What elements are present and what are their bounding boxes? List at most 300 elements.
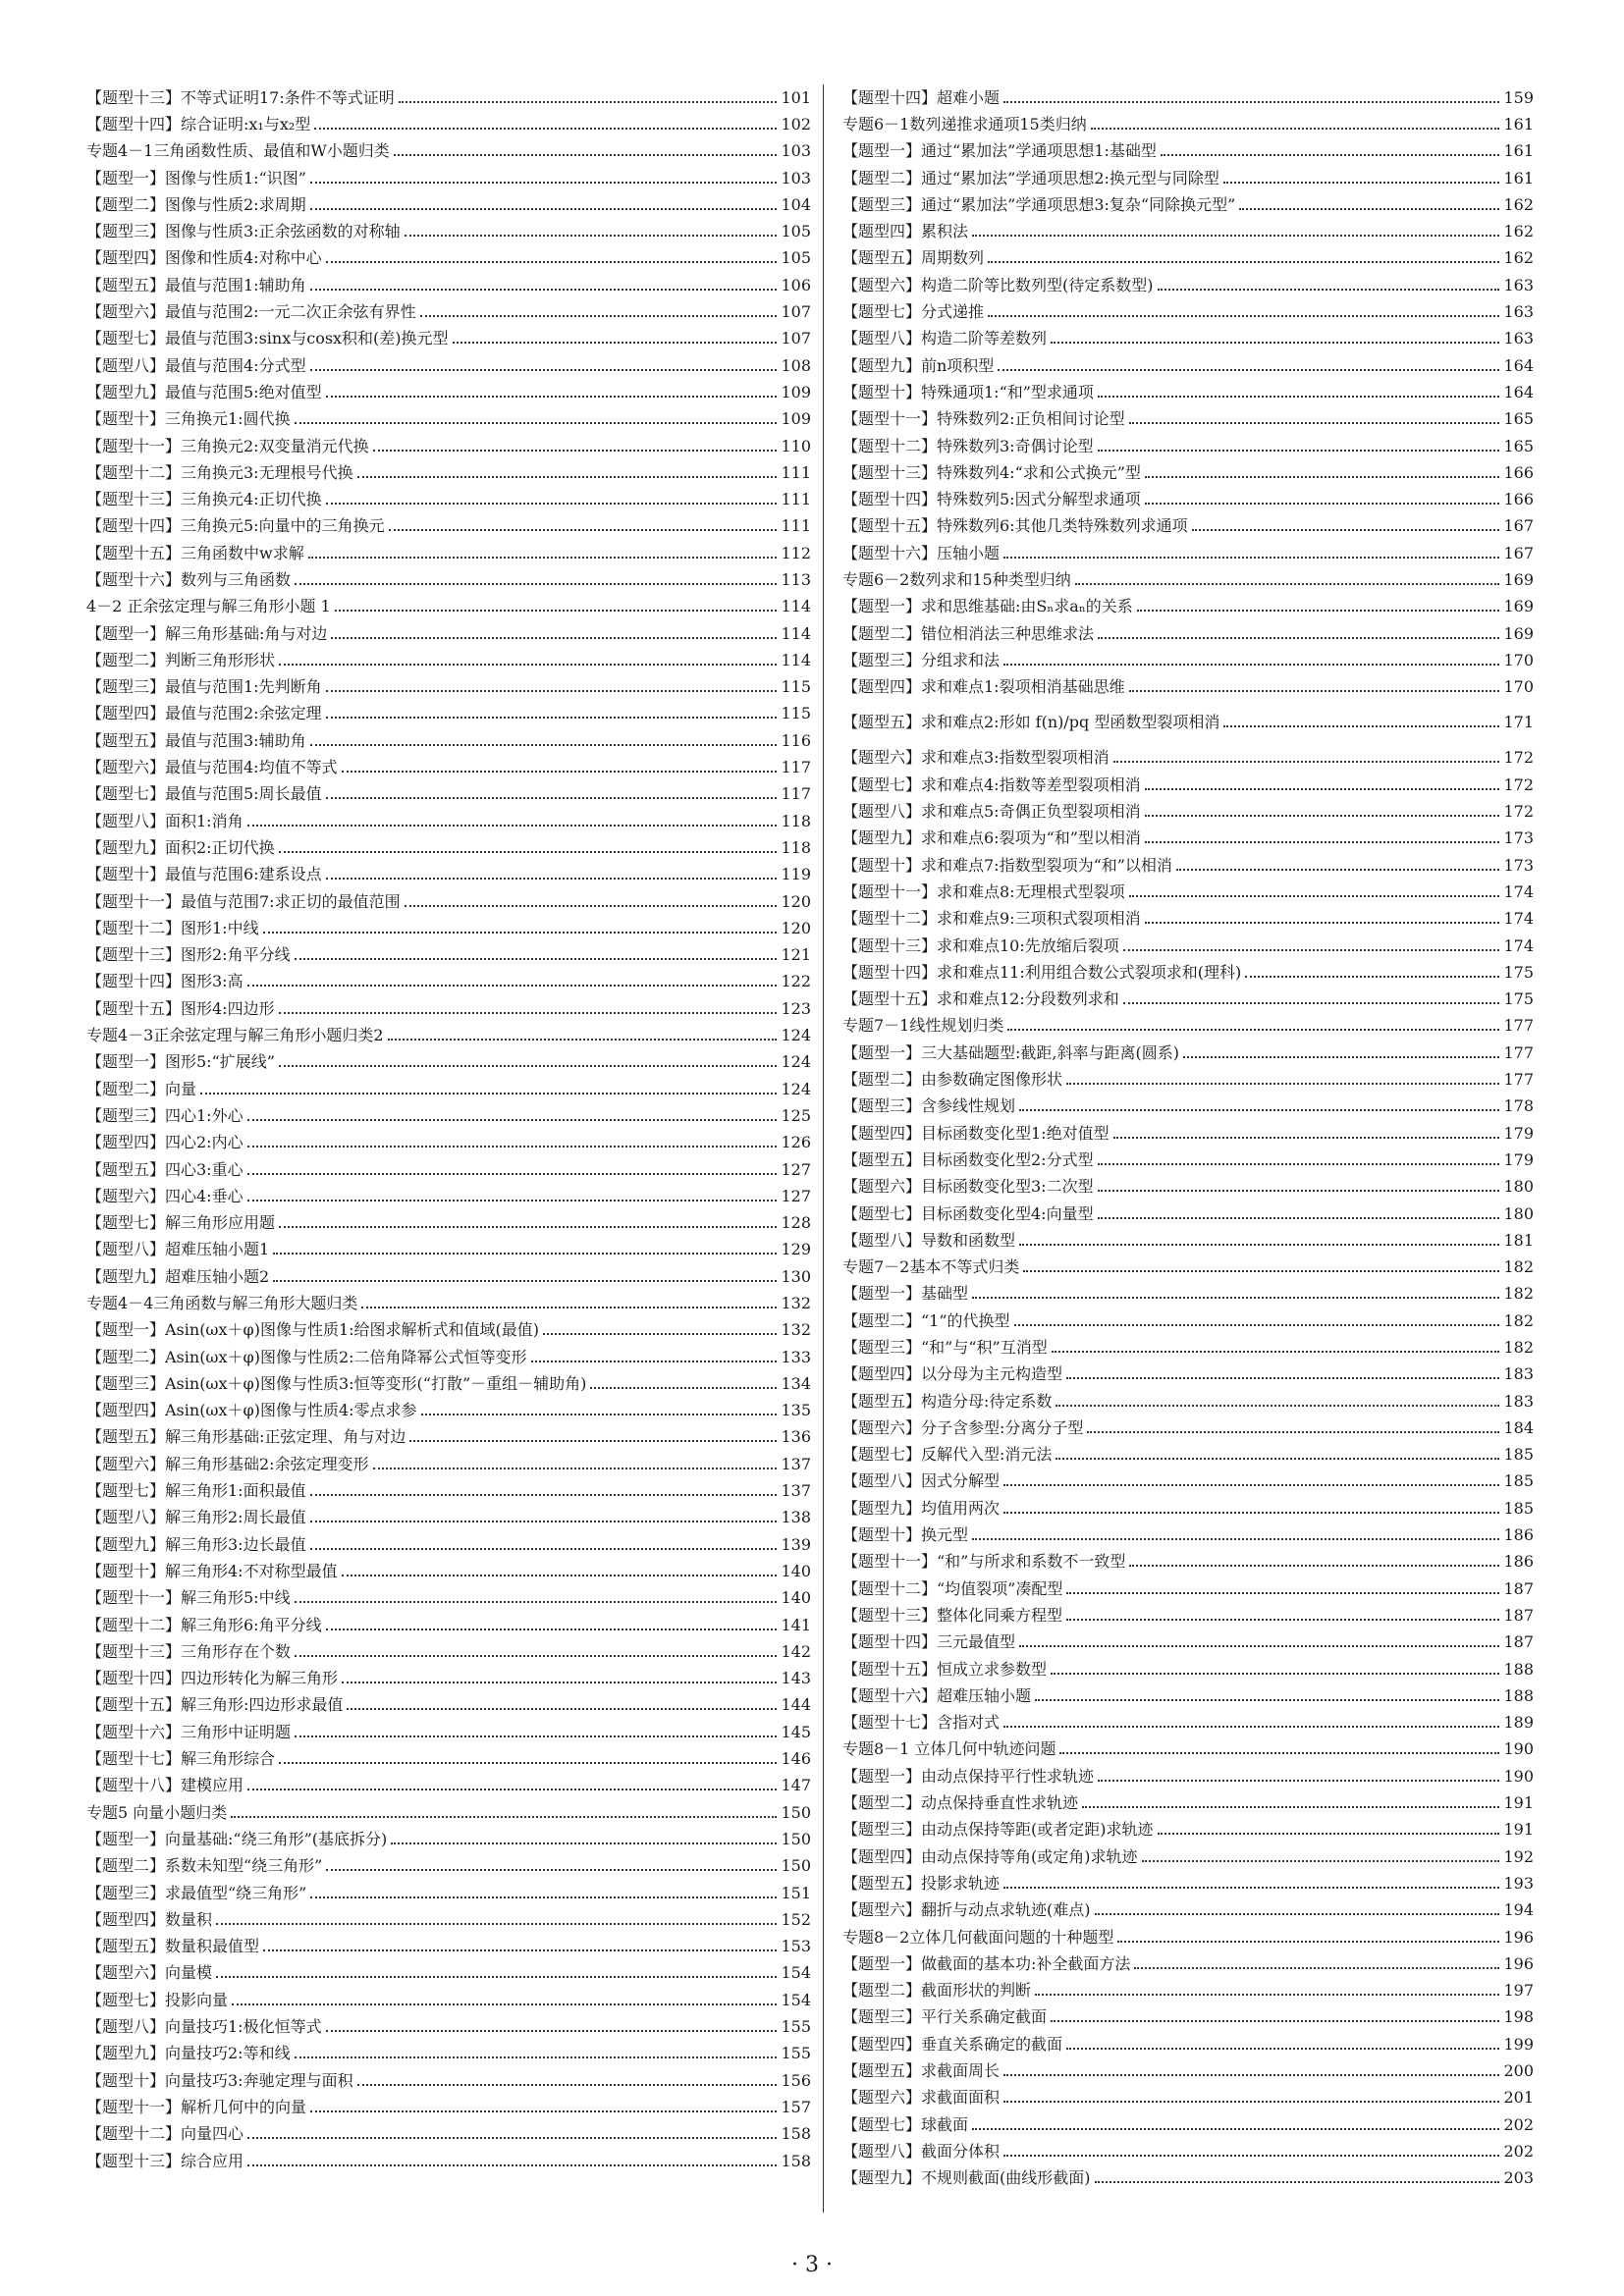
toc-entry[interactable] [842,1549,1534,1575]
toc-entry[interactable] [842,1977,1534,2003]
toc-entry-page: 163 [1503,302,1534,322]
toc-entry-title: 【题型一】求和思维基础:由Sₙ求aₙ的关系 [842,597,1133,616]
toc-entry[interactable] [86,969,811,995]
toc-entry[interactable] [86,594,811,620]
toc-entry[interactable] [842,745,1534,772]
dot-leader [335,610,778,612]
dot-leader [453,342,778,344]
toc-entry[interactable] [842,594,1534,620]
toc-entry-title: 【题型五】四心3:重心 [86,1159,244,1179]
dot-leader [279,1065,778,1067]
toc-entry[interactable] [86,1398,811,1424]
toc-entry-title: 【题型九】最值与范围5:绝对值型 [86,382,322,401]
dot-leader [1023,1270,1499,1272]
toc-entry-title: 【题型三】图像与性质3:正余弦函数的对称轴 [86,222,401,241]
toc-entry-title: 【题型一】基础型 [842,1284,969,1304]
toc-entry[interactable] [86,1505,811,1531]
toc-entry[interactable] [86,298,811,325]
toc-entry[interactable] [86,862,811,888]
toc-entry-title: 专题6－1数列递推求通项15类归纳 [842,114,1087,133]
toc-entry[interactable] [842,513,1534,540]
toc-entry[interactable] [842,1897,1534,1924]
toc-entry[interactable] [86,1076,811,1102]
toc-entry-title: 【题型三】含参线性规划 [842,1096,1016,1116]
dot-leader [1145,476,1500,478]
toc-entry-title: 【题型五】周期数列 [842,248,985,268]
dot-leader [326,717,778,719]
toc-entry-page: 121 [781,945,811,965]
toc-entry-page: 164 [1503,355,1534,375]
dot-leader [326,2030,778,2032]
toc-entry[interactable] [842,1924,1534,1950]
toc-entry[interactable] [842,1789,1534,1816]
dot-leader [988,315,1499,317]
toc-entry-title: 【题型六】构造二阶等比数列型(待定系数型) [842,275,1154,294]
toc-entry[interactable] [86,2013,811,2040]
toc-entry[interactable] [86,1317,811,1344]
toc-entry-page: 141 [781,1615,811,1634]
toc-entry[interactable] [86,272,811,298]
toc-entry[interactable] [842,1201,1534,1227]
toc-entry[interactable] [842,1174,1534,1201]
dot-leader [1019,1109,1499,1111]
dot-leader [1137,610,1500,612]
toc-entry-page: 124 [781,1079,811,1098]
toc-entry[interactable] [842,1817,1534,1843]
toc-entry[interactable] [86,915,811,941]
toc-entry-page: 191 [1503,1820,1534,1840]
toc-entry-title: 【题型七】投影向量 [86,1990,229,2009]
toc-entry-title: 【题型七】解三角形1:面积最值 [86,1481,306,1501]
toc-entry[interactable] [842,433,1534,459]
toc-entry[interactable] [86,1719,811,1745]
toc-entry[interactable] [86,1531,811,1558]
toc-entry[interactable] [86,1799,811,1826]
toc-entry-title: 【题型十】换元型 [842,1525,969,1545]
toc-entry[interactable] [86,1049,811,1076]
toc-entry-page: 194 [1503,1900,1534,1920]
dot-leader [1095,2181,1500,2183]
toc-entry-title: 【题型七】分式递推 [842,302,985,322]
toc-entry-title: 【题型五】最值与范围3:辅助角 [86,730,306,750]
toc-entry[interactable] [86,2094,811,2120]
toc-entry[interactable] [86,1987,811,2013]
dot-leader [1082,1806,1499,1808]
toc-entry[interactable] [842,1656,1534,1682]
toc-entry[interactable] [842,701,1534,745]
toc-entry[interactable] [86,808,811,834]
toc-entry[interactable] [842,1950,1534,1977]
toc-entry-page: 177 [1503,1070,1534,1090]
toc-entry[interactable] [842,1522,1534,1548]
toc-entry[interactable] [842,2111,1534,2138]
toc-entry-title: 【题型二】动点保持垂直性求轨迹 [842,1793,1079,1813]
toc-entry-page: 183 [1503,1391,1534,1411]
toc-entry[interactable] [842,1147,1534,1173]
toc-entry[interactable] [842,1442,1534,1468]
toc-entry[interactable] [842,1227,1534,1254]
dot-leader [347,1708,777,1710]
toc-entry[interactable] [86,1451,811,1477]
toc-entry[interactable] [842,566,1534,593]
dot-leader [326,878,778,880]
toc-entry-title: 【题型三】通过“累加法”学通项思想3:复杂“同除换元型” [842,194,1236,214]
dot-leader [342,771,778,773]
toc-entry-title: 【题型八】超难压轴小题1 [86,1240,270,1259]
toc-entry[interactable] [86,84,811,111]
toc-entry[interactable] [842,2031,1534,2057]
toc-entry[interactable] [842,84,1534,111]
toc-entry-page: 158 [781,2124,811,2144]
dot-leader [326,396,778,398]
toc-entry[interactable] [842,1334,1534,1361]
toc-entry-page: 156 [781,2070,811,2090]
dot-leader [1145,815,1500,817]
toc-entry-page: 128 [781,1213,811,1233]
toc-entry[interactable] [842,326,1534,352]
toc-entry-page: 118 [781,811,811,830]
toc-entry[interactable] [842,486,1534,512]
toc-entry[interactable] [842,906,1534,933]
dot-leader [1066,1619,1499,1621]
toc-entry[interactable] [86,1585,811,1612]
toc-entry[interactable] [842,826,1534,852]
toc-entry[interactable] [86,1612,811,1638]
dot-leader [326,503,778,505]
toc-entry[interactable] [842,111,1534,137]
toc-entry[interactable] [86,1933,811,1959]
toc-entry-page: 166 [1503,490,1534,509]
toc-entry-title: 【题型六】求截面面积 [842,2088,1001,2108]
toc-entry-title: 【题型十二】“均值裂项”凑配型 [842,1578,1063,1598]
dot-leader [1066,1377,1499,1379]
toc-entry-title: 【题型十四】三元最值型 [842,1632,1016,1652]
toc-entry-page: 109 [781,382,811,401]
toc-entry[interactable] [842,2138,1534,2164]
toc-entry-title: 【题型二】图像与性质2:求周期 [86,194,306,214]
toc-entry[interactable] [842,191,1534,218]
dot-leader [972,1297,1499,1299]
dot-leader [421,1414,778,1415]
toc-entry[interactable] [842,2004,1534,2031]
dot-leader [295,422,778,424]
dot-leader [1003,1726,1499,1728]
toc-entry-page: 140 [781,1561,811,1580]
toc-entry[interactable] [842,1040,1534,1066]
toc-entry[interactable] [86,727,811,754]
toc-entry[interactable] [86,138,811,165]
toc-entry[interactable] [842,2165,1534,2192]
toc-entry-title: 【题型四】垂直关系确定的截面 [842,2034,1063,2054]
toc-entry-title: 【题型四】Asin(ωx＋φ)图像与性质4:零点求参 [86,1401,417,1420]
toc-entry[interactable] [86,486,811,512]
column-divider [823,84,824,2213]
toc-entry[interactable] [86,888,811,915]
toc-entry-title: 【题型一】向量基础:“绕三角形”(基底拆分) [86,1829,388,1848]
toc-entry[interactable] [842,1682,1534,1709]
toc-entry[interactable] [86,1183,811,1209]
toc-entry-title: 【题型二】Asin(ωx＋φ)图像与性质2:二倍角降幂公式恒等变形 [86,1347,527,1366]
toc-entry-title: 【题型四】由动点保持等角(或定角)求轨迹 [842,1846,1138,1866]
toc-entry[interactable] [86,1263,811,1290]
toc-entry[interactable] [842,933,1534,959]
toc-entry[interactable] [86,1558,811,1584]
toc-entry-page: 124 [781,1026,811,1045]
dot-leader [1145,503,1500,505]
dot-leader [1098,637,1499,639]
toc-entry[interactable] [86,2121,811,2148]
toc-entry[interactable] [86,1666,811,1692]
toc-entry-title: 专题5 向量小题归类 [86,1802,228,1822]
dot-leader [1113,761,1500,763]
toc-entry[interactable] [842,1468,1534,1495]
toc-entry[interactable] [842,852,1534,879]
toc-entry-title: 专题4－3正余弦定理与解三角形小题归类2 [86,1026,384,1045]
toc-entry[interactable] [842,1254,1534,1280]
toc-entry[interactable] [86,245,811,272]
dot-leader [1098,450,1500,452]
toc-entry[interactable] [842,1843,1534,1870]
toc-entry-page: 182 [1503,1338,1534,1357]
toc-entry[interactable] [86,834,811,861]
toc-entry-title: 【题型十】最值与范围6:建系设点 [86,865,322,884]
toc-entry-title: 【题型七】最值与范围3:sinx与cosx积和(差)换元型 [86,329,449,348]
dot-leader [308,557,778,559]
toc-entry-title: 【题型二】向量 [86,1079,197,1098]
dot-leader [1145,841,1500,843]
toc-entry[interactable] [842,1763,1534,1789]
dot-leader [310,2110,777,2112]
toc-entry[interactable] [86,995,811,1022]
toc-entry-title: 【题型二】截面形状的判断 [842,1981,1032,2001]
toc-entry[interactable] [842,879,1534,905]
dot-leader [279,1762,777,1764]
dot-leader [1145,788,1500,790]
toc-entry[interactable] [842,459,1534,486]
toc-entry[interactable] [842,2057,1534,2084]
toc-entry[interactable] [86,2148,811,2174]
toc-entry[interactable] [842,218,1534,244]
toc-entry[interactable] [842,987,1534,1013]
toc-entry[interactable] [86,1237,811,1263]
toc-entry[interactable] [86,1745,811,1772]
toc-entry[interactable] [86,1156,811,1183]
dot-leader [1056,1405,1499,1407]
toc-entry-page: 144 [781,1695,811,1715]
toc-entry[interactable] [86,1290,811,1316]
toc-entry[interactable] [842,1736,1534,1763]
toc-entry-title: 【题型十三】求和难点10:先放缩后裂项 [842,935,1119,955]
toc-entry[interactable] [86,1853,811,1880]
dot-leader [310,1896,777,1898]
toc-entry-title: 【题型九】面积2:正切代换 [86,837,275,857]
dot-leader [232,2003,777,2005]
toc-entry[interactable] [842,1362,1534,1388]
toc-entry[interactable] [842,1575,1534,1602]
toc-entry[interactable] [842,647,1534,673]
toc-entry[interactable] [842,298,1534,325]
dot-leader [1035,1699,1499,1701]
toc-entry-title: 【题型十五】特殊数列6:其他几类特殊数列求通项 [842,516,1188,536]
toc-entry[interactable] [86,191,811,218]
toc-entry-title: 【题型十五】图形4:四边形 [86,998,275,1018]
toc-entry[interactable] [86,352,811,379]
toc-entry[interactable] [842,245,1534,272]
toc-entry-title: 【题型九】解三角形3:边长最值 [86,1534,306,1554]
toc-entry[interactable] [86,433,811,459]
dot-leader [1098,1190,1500,1192]
toc-entry[interactable] [86,701,811,727]
toc-entry-page: 189 [1503,1713,1534,1733]
toc-entry-title: 专题8－2立体几何截面问题的十种题型 [842,1927,1114,1947]
toc-entry-title: 【题型一】通过“累加法”学通项思想1:基础型 [842,141,1157,161]
toc-entry[interactable] [842,1388,1534,1415]
dot-leader [295,1735,777,1737]
toc-entry-page: 116 [781,730,811,750]
toc-entry[interactable] [86,2041,811,2067]
dot-leader [342,1682,777,1683]
toc-entry[interactable] [86,1022,811,1048]
toc-entry[interactable] [86,1424,811,1451]
toc-entry[interactable] [86,1960,811,1987]
toc-entry[interactable] [86,1906,811,1933]
toc-entry-title: 【题型二】通过“累加法”学通项思想2:换元型与同除型 [842,168,1219,187]
dot-leader [357,2084,778,2086]
toc-entry-page: 158 [781,2151,811,2170]
dot-leader [1052,1351,1500,1353]
toc-entry[interactable] [842,138,1534,165]
toc-entry[interactable] [86,620,811,647]
toc-entry[interactable] [86,111,811,137]
toc-entry[interactable] [842,1495,1534,1522]
toc-entry[interactable] [86,218,811,244]
toc-entry[interactable] [86,942,811,969]
toc-entry[interactable] [842,1281,1534,1308]
toc-entry[interactable] [86,1880,811,1906]
dot-leader [247,1173,778,1175]
dot-leader [1134,1967,1499,1969]
toc-entry[interactable] [86,1370,811,1397]
toc-entry[interactable] [842,379,1534,405]
toc-entry-title: 【题型十二】特殊数列3:奇偶讨论型 [842,436,1094,455]
toc-entry-page: 132 [781,1320,811,1340]
toc-entry-page: 183 [1503,1364,1534,1384]
toc-entry[interactable] [842,1629,1534,1656]
toc-entry[interactable] [842,1308,1534,1334]
dot-leader [1176,869,1500,871]
toc-entry-title: 【题型八】求和难点5:奇偶正负型裂项相消 [842,802,1141,822]
toc-entry-page: 177 [1503,1016,1534,1036]
toc-entry-page: 161 [1503,168,1534,187]
toc-entry-title: 【题型十三】不等式证明17:条件不等式证明 [86,87,395,107]
toc-entry[interactable] [842,540,1534,566]
toc-entry-title: 【题型十一】“和”与所求和系数不一致型 [842,1552,1126,1572]
toc-entry-page: 103 [781,141,811,161]
toc-entry-page: 175 [1503,962,1534,982]
toc-entry[interactable] [842,798,1534,825]
toc-entry[interactable] [842,674,1534,701]
toc-entry[interactable] [842,1066,1534,1093]
toc-entry[interactable] [842,1013,1534,1040]
toc-entry[interactable] [86,647,811,673]
toc-entry-page: 110 [781,436,811,455]
toc-entry-page: 166 [1503,462,1534,482]
dot-leader [1019,1244,1499,1246]
toc-entry[interactable] [842,772,1534,798]
toc-entry-title: 【题型一】解三角形基础:角与对边 [86,623,328,643]
toc-entry[interactable] [842,352,1534,379]
toc-entry-page: 182 [1503,1310,1534,1330]
toc-entry-page: 109 [781,409,811,429]
toc-entry[interactable] [842,406,1534,433]
page-number: · 3 · [791,2253,833,2277]
toc-entry[interactable] [86,513,811,540]
toc-entry-page: 136 [781,1427,811,1447]
toc-entry-page: 159 [1503,87,1534,107]
dot-leader [331,637,777,639]
dot-leader [388,1039,778,1041]
toc-entry[interactable] [842,1870,1534,1896]
toc-entry[interactable] [86,1344,811,1370]
toc-entry[interactable] [842,959,1534,986]
toc-entry-page: 163 [1503,275,1534,294]
toc-entry[interactable] [842,165,1534,191]
toc-entry[interactable] [86,1826,811,1852]
toc-entry[interactable] [86,379,811,405]
toc-entry[interactable] [86,459,811,486]
toc-entry-page: 113 [781,569,811,589]
toc-entry[interactable] [86,1102,811,1129]
toc-entry[interactable] [86,1130,811,1156]
toc-entry[interactable] [86,754,811,780]
toc-entry[interactable] [86,406,811,433]
toc-entry[interactable] [842,1120,1534,1147]
dot-leader [1019,1645,1499,1647]
dot-leader [263,1949,777,1951]
toc-entry-page: 139 [781,1534,811,1554]
toc-entry[interactable] [842,620,1534,647]
toc-entry-title: 【题型六】最值与范围2:一元二次正余弦有界性 [86,302,416,322]
toc-entry[interactable] [86,2067,811,2094]
toc-entry[interactable] [86,326,811,352]
toc-entry[interactable] [86,674,811,701]
toc-entry-title: 专题7－1线性规划归类 [842,1016,1004,1036]
toc-entry[interactable] [86,781,811,808]
toc-entry[interactable] [86,1638,811,1665]
toc-entry[interactable] [842,1094,1534,1120]
toc-entry-page: 129 [781,1240,811,1259]
toc-entry[interactable] [842,272,1534,298]
toc-entry-title: 【题型八】因式分解型 [842,1471,1001,1491]
toc-entry[interactable] [842,1602,1534,1629]
toc-entry-title: 【题型一】做截面的基本功:补全截面方法 [842,1953,1131,1973]
toc-entry[interactable] [842,1710,1534,1736]
toc-entry[interactable] [86,1692,811,1719]
dot-leader [1056,1458,1499,1460]
toc-entry[interactable] [842,1415,1534,1441]
toc-entry-page: 186 [1503,1552,1534,1572]
toc-entry[interactable] [86,540,811,566]
toc-entry[interactable] [842,2085,1534,2111]
toc-entry[interactable] [86,165,811,191]
toc-entry[interactable] [86,566,811,593]
dot-leader [1129,895,1500,897]
toc-entry[interactable] [86,1773,811,1799]
toc-entry[interactable] [86,1209,811,1236]
toc-entry[interactable] [86,1477,811,1504]
toc-entry-title: 【题型五】构造分母:待定系数 [842,1391,1053,1411]
toc-entry-page: 134 [781,1373,811,1393]
